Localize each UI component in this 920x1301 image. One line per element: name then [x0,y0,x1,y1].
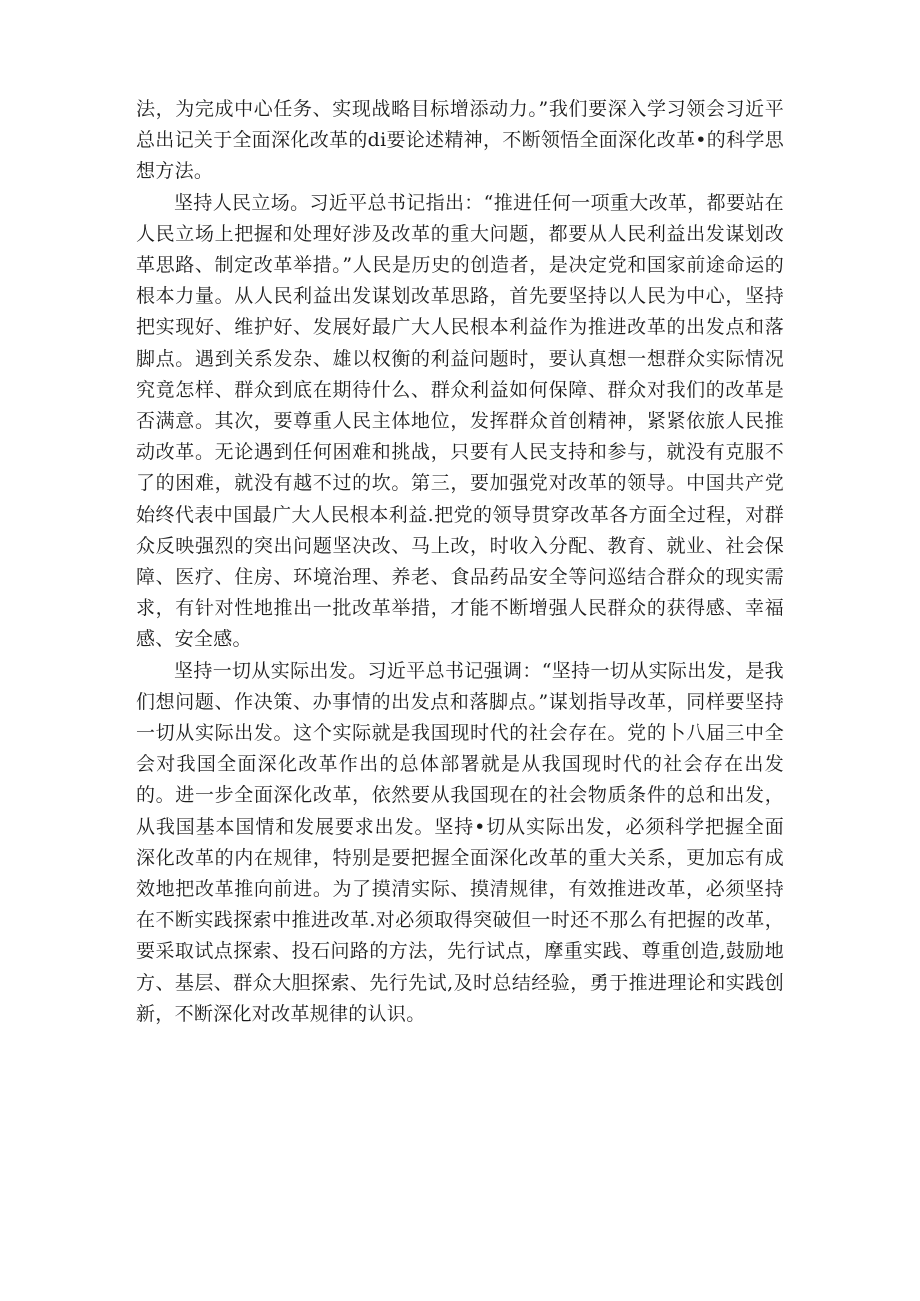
document-body [136,94,784,1030]
paragraph-1: 法，为完成中心任务、实现战略目标增添动力。”我们要深入学习领会习近平总出记关于全面深化改革的di要论述精神，不断领悟全面深化改革•的科学思想方法。 [136,98,784,183]
paragraph-3-from-reality: 坚持一切从实际出发。习近平总书记强调：“坚持一切从实际出发，是我们想问题、作决策、办事情的出发点和落脚点。”谋划指导改革，同样要坚持一切从实际出发。这个实际就是我国现时代的社会存在。党的卜八届三中全会对我国全面深化改革作出的总体部署就是从我国现时代的社会存在出发的。进一步全面深化改革，依然要从我国现在的社会物质条件的总和出发，从我国基本国情和发展要求出发。坚持•切从实际出发，必须科学把握全面深化改革的内在规律，特别是要把握全面深化改革的重大关系，更加忘有成效地把改革推向前进。为了摸清实际、摸清规律，有效推进改革，必须坚持在不断实践探索中推进改革.对必须取得突破但一时还不那么有把握的改革，要采取试点探索、投石问路的方法，先行试点，摩重实践、尊重创造,鼓励地方、基层、群众大胆探索、先行先试,及时总结经验，勇于推进理论和实践创新，不断深化对改革规律的认识。 [136,659,784,1025]
paragraph-2-people-stance: 坚持人民立场。习近平总书记指出：“推进任何一项重大改革，都要站在人民立场上把握和处理好涉及改革的重大问题，都要从人民利益出发谋划改革思路、制定改革举措。”人民是历史的创造者，是决定党和国家前途命运的根本力量。从人民利益出发谋划改革思路，首先要坚持以人民为中心，坚持把实现好、维护好、发展好最广大人民根本利益作为推进改革的出发点和落脚点。遇到关系发杂、雄以权衡的利益问题时，要认真想一想群众实际情况究竟怎样、群众到底在期待什么、群众利益如何保障、群众对我们的改革是否满意。其次，要尊重人民主体地位，发挥群众首创精神，紧紧依旅人民推动改革。无论遇到任何困难和挑战，只要有人民支持和参与，就没有克服不了的困难，就没有越不过的坎。第三，要加强党对改革的领导。中国共产党始终代表中国最广大人民根本利益.把党的领导贯穿改革各方面全过程，对群众反映强烈的突出问题坚决改、马上改，时收入分配、教育、就业、社会保障、医疗、住房、环境治理、养老、食品药品安全等问巡结合群众的现实需求，有针对性地推出一批改革举措，才能不断增强人民群众的获得感、幸福感、安全感。 [136,191,784,651]
